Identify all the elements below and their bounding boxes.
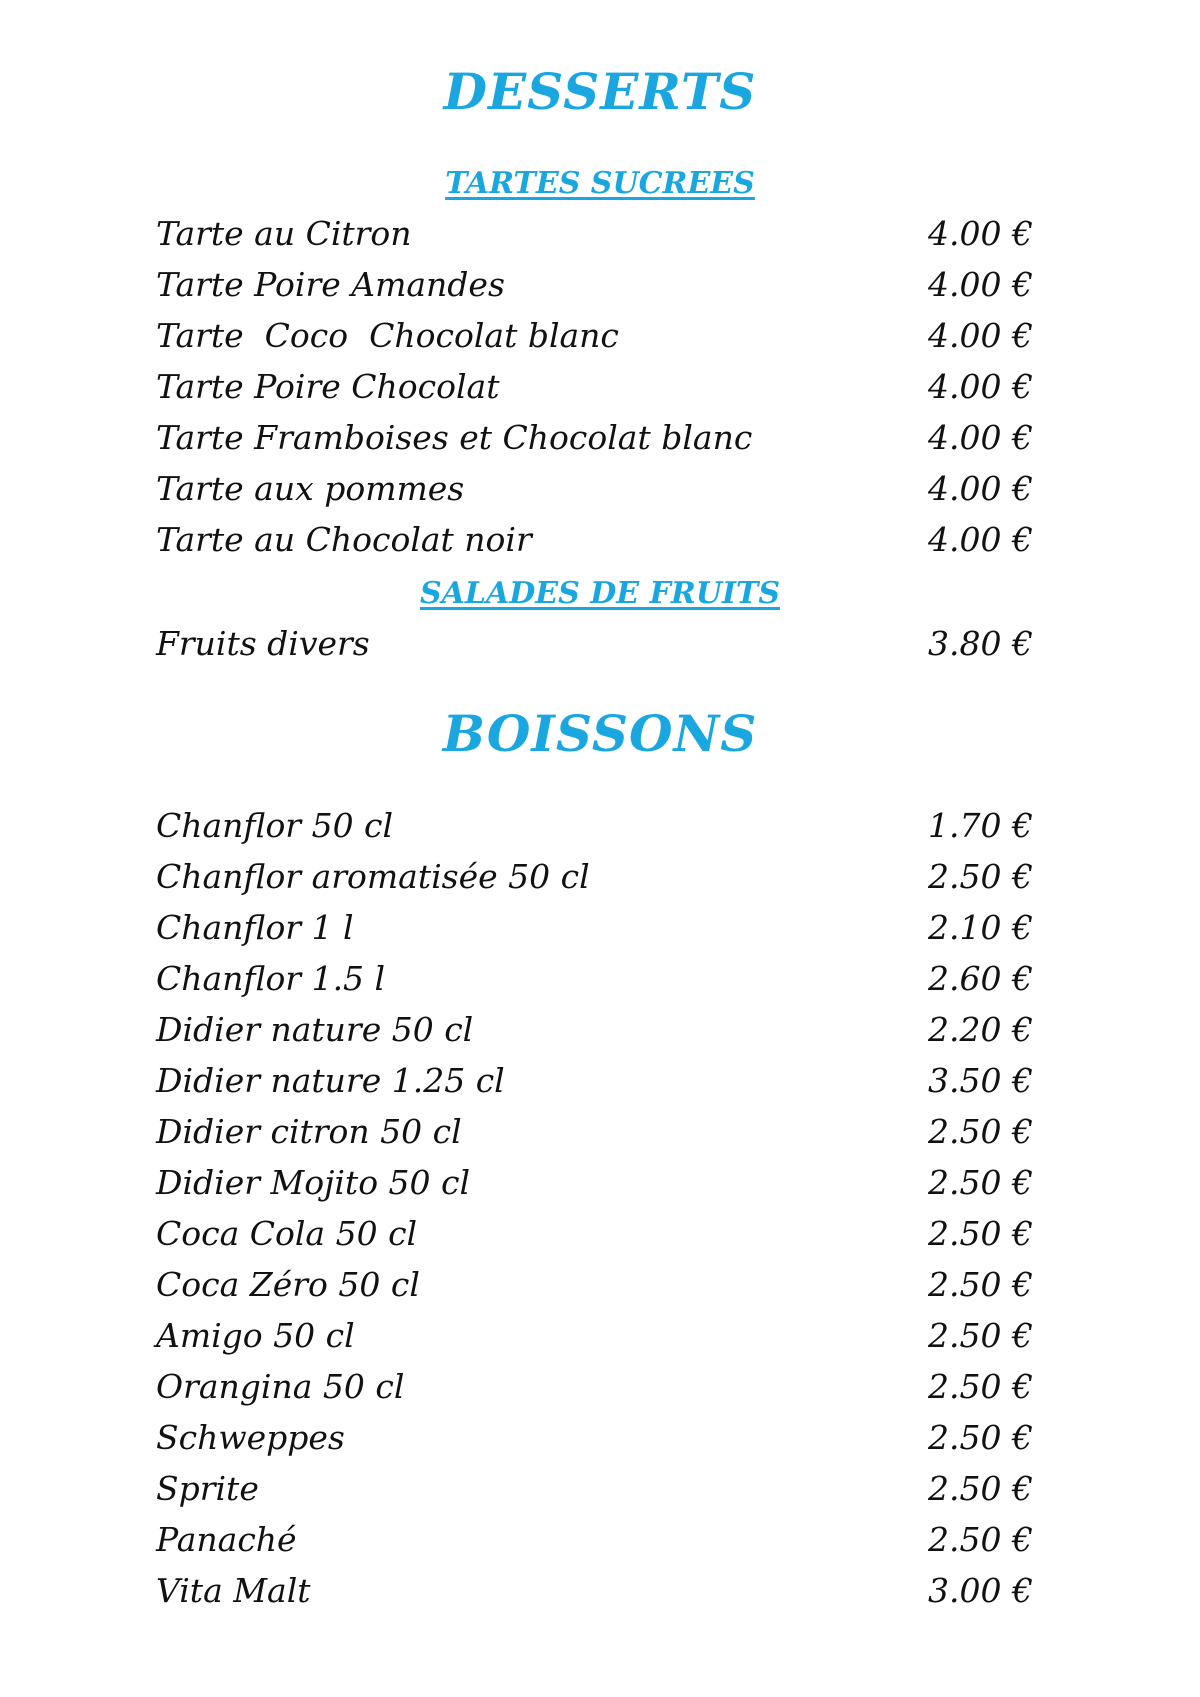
list-item [156, 1061, 1056, 1107]
item-name: Tarte Framboises et Chocolat blanc [156, 418, 753, 457]
list-item [156, 1520, 1056, 1566]
list-item [156, 806, 1056, 852]
item-name: Schweppes [156, 1418, 345, 1457]
item-name: Panaché [156, 1520, 297, 1559]
list-item [156, 316, 1056, 362]
item-name: Didier nature 50 cl [156, 1010, 474, 1049]
item-price: 2.50 € [928, 1367, 1033, 1406]
item-price: 4.00 € [928, 265, 1033, 304]
list-item [156, 418, 1056, 464]
list-item [156, 1418, 1056, 1464]
list-item [156, 469, 1056, 515]
list-item [156, 1163, 1056, 1209]
item-name: Tarte aux pommes [156, 469, 465, 508]
item-price: 4.00 € [928, 469, 1033, 508]
item-name: Coca Zéro 50 cl [156, 1265, 420, 1304]
list-item [156, 367, 1056, 413]
list-item [156, 1469, 1056, 1515]
item-name: Tarte Coco Chocolat blanc [156, 316, 619, 355]
item-name: Coca Cola 50 cl [156, 1214, 418, 1253]
item-price: 2.50 € [928, 1214, 1033, 1253]
item-name: Didier nature 1.25 cl [156, 1061, 505, 1100]
item-name: Chanflor aromatisée 50 cl [156, 857, 590, 896]
item-name: Chanflor 50 cl [156, 806, 394, 845]
item-price: 2.50 € [928, 1265, 1033, 1304]
item-name: Tarte au Citron [156, 214, 412, 253]
item-name: Tarte au Chocolat noir [156, 520, 532, 559]
item-price: 1.70 € [928, 806, 1033, 845]
item-name: Fruits divers [156, 624, 370, 663]
list-item [156, 214, 1056, 260]
list-item [156, 1010, 1056, 1056]
item-name: Amigo 50 cl [156, 1316, 355, 1355]
item-price: 4.00 € [928, 214, 1033, 253]
item-price: 2.50 € [928, 1316, 1033, 1355]
item-name: Sprite [156, 1469, 259, 1508]
item-price: 3.80 € [928, 624, 1033, 663]
list-item [156, 520, 1056, 566]
item-name: Tarte Poire Chocolat [156, 367, 500, 406]
item-name: Vita Malt [156, 1571, 311, 1610]
item-price: 3.00 € [928, 1571, 1033, 1610]
item-price: 2.50 € [928, 1469, 1033, 1508]
list-item [156, 265, 1056, 311]
list-item [156, 1571, 1056, 1617]
item-price: 2.60 € [928, 959, 1033, 998]
item-price: 2.20 € [928, 1010, 1033, 1049]
item-name: Chanflor 1 l [156, 908, 354, 947]
item-name: Chanflor 1.5 l [156, 959, 386, 998]
item-price: 4.00 € [928, 520, 1033, 559]
item-price: 2.10 € [928, 908, 1033, 947]
salades-de-fruits-heading: SALADES DE FRUITS [419, 576, 781, 611]
item-price: 2.50 € [928, 1520, 1033, 1559]
item-price: 2.50 € [928, 1112, 1033, 1151]
list-item [156, 624, 1056, 670]
item-price: 2.50 € [928, 1418, 1033, 1457]
list-item [156, 908, 1056, 954]
list-item [156, 1265, 1056, 1311]
item-price: 4.00 € [928, 418, 1033, 457]
list-item [156, 1316, 1056, 1362]
item-price: 3.50 € [928, 1061, 1033, 1100]
item-price: 2.50 € [928, 1163, 1033, 1202]
list-item [156, 1112, 1056, 1158]
boissons-title: BOISSONS [442, 704, 758, 763]
item-name: Tarte Poire Amandes [156, 265, 505, 304]
item-name: Didier citron 50 cl [156, 1112, 462, 1151]
desserts-title: DESSERTS [443, 62, 757, 121]
item-price: 4.00 € [928, 316, 1033, 355]
list-item [156, 1214, 1056, 1260]
tartes-sucrees-heading: TARTES SUCREES [445, 166, 755, 201]
list-item [156, 857, 1056, 903]
item-price: 2.50 € [928, 857, 1033, 896]
list-item [156, 1367, 1056, 1413]
item-name: Didier Mojito 50 cl [156, 1163, 471, 1202]
item-price: 4.00 € [928, 367, 1033, 406]
item-name: Orangina 50 cl [156, 1367, 405, 1406]
list-item [156, 959, 1056, 1005]
